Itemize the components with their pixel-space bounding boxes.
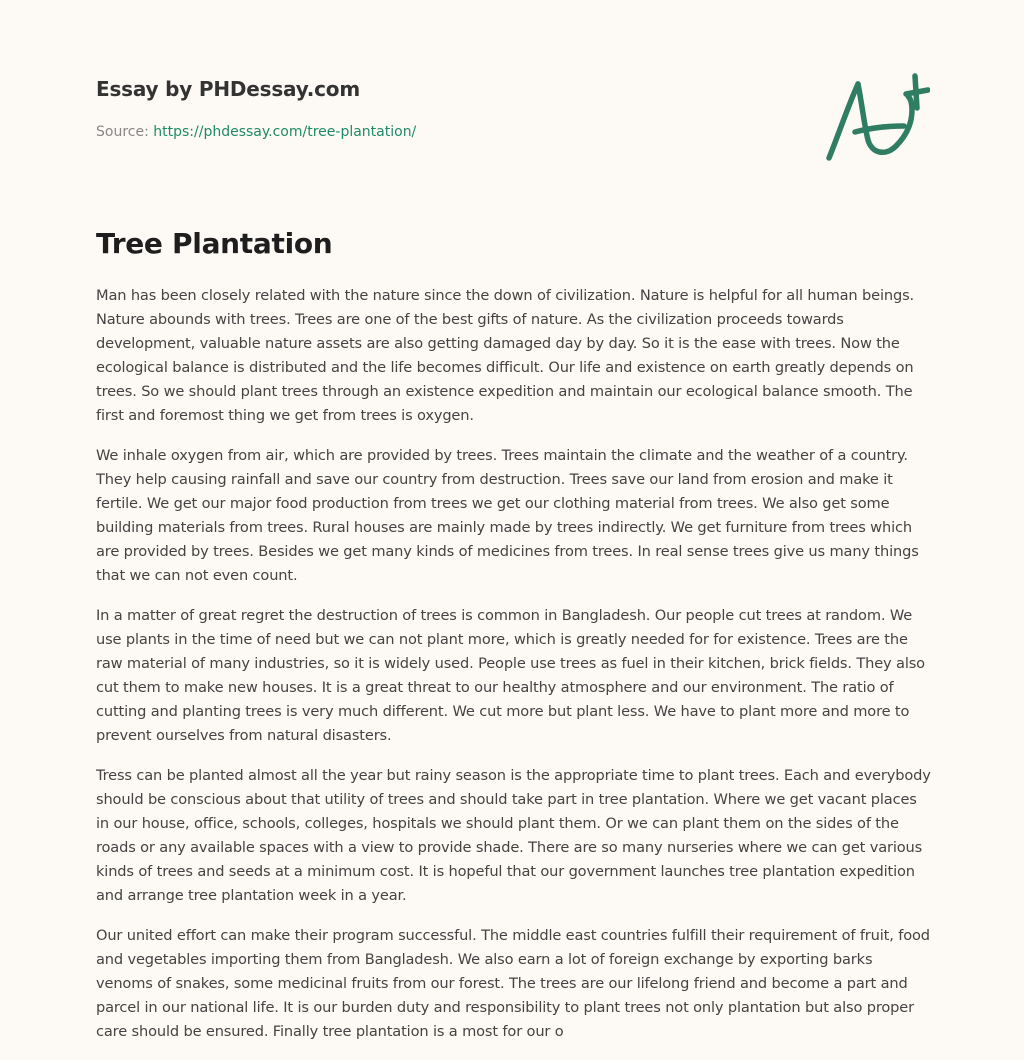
essay-paragraph: In a matter of great regret the destruction of trees is common in Bangladesh. Our people cut trees at random. We use plants in the time of need but we can not plant more, which is greatly needed for for existence. Trees are the raw material of many industries, so it is widely used. People use trees as fuel in their kitchen, brick fields. They also cut them to make new houses. It is a great threat to our healthy atmosphere and our environment. The ratio of cutting and planting trees is very much different. We cut more but plant less. We have to plant more and more to prevent ourselves from natural disasters. [96, 607, 925, 744]
essay-title: Tree Plantation [96, 227, 333, 260]
a-plus-logo-icon [820, 66, 930, 166]
page-header [96, 74, 796, 142]
site-title: Essay by PHDessay.com [96, 77, 360, 101]
essay-body [96, 284, 932, 1060]
essay-paragraph: Tress can be planted almost all the year but rainy season is the appropriate time to plant trees. Each and everybody should be conscious about that utility of trees and should take part in tree plantation. Where we get vacant places in our house, office, schools, colleges, hospitals we should plant them. Or we can plant them on the sides of the roads or any available spaces with a view to provide shade. There are so many nurseries where we can get various kinds of trees and seeds at a minimum cost. It is hopeful that our government launches tree plantation expedition and arrange tree plantation week in a year. [96, 767, 931, 904]
essay-paragraph: Man has been closely related with the nature since the down of civilization. Nature is helpful for all human beings. Nature abounds with trees. Trees are one of the best gifts of nature. As the civilization proceeds towards development, valuable nature assets are also getting damaged day by day. So it is the ease with trees. Now the ecological balance is distributed and the life becomes difficult. Our life and existence on earth greatly depends on trees. So we should plant trees through an existence expedition and maintain our ecological balance smooth. The first and foremost thing we get from trees is oxygen. [96, 287, 915, 424]
source-label: Source: [96, 124, 149, 140]
essay-paragraph: We inhale oxygen from air, which are provided by trees. Trees maintain the climate and the weather of a country. They help causing rainfall and save our country from destruction. Trees save our land from erosion and make it fertile. We get our major food production from trees we get our clothing material from trees. We also get some building materials from trees. Rural houses are mainly made by trees indirectly. We get furniture from trees which are provided by trees. Besides we get many kinds of medicines from trees. In real sense trees give us many things that we can not even count. [96, 447, 919, 584]
source-line [96, 122, 796, 142]
essay-paragraph: Our united effort can make their program successful. The middle east countries fulfill their requirement of fruit, food and vegetables importing them from Bangladesh. We also earn a lot of foreign exchange by exporting barks venoms of snakes, some medicinal fruits from our forest. The trees are our lifelong friend and become a part and parcel in our national life. It is our burden duty and responsibility to plant trees not only plantation but also proper care should be ensured. Finally tree plantation is a most for our o [96, 927, 930, 1040]
source-link[interactable]: https://phdessay.com/tree-plantation/ [153, 124, 417, 140]
